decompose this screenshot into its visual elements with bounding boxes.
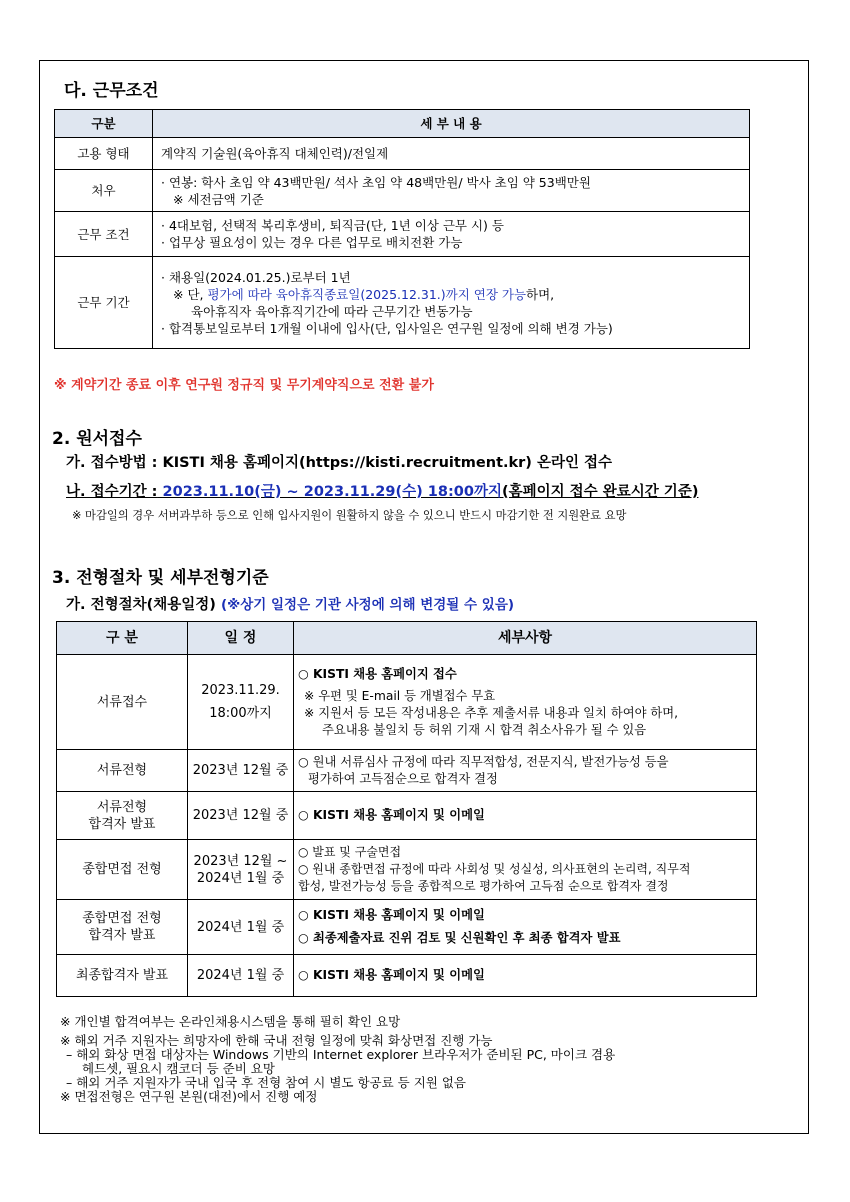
schedule-note: (※상기 일정은 기관 사정에 의해 변경될 수 있음) xyxy=(220,597,515,613)
schedule-table xyxy=(56,621,757,997)
table-row: 고용 형태 계약직 기술원(육아휴직 대체인력)/전일제 xyxy=(55,138,750,170)
work-conditions-table xyxy=(54,109,750,349)
table-row: 서류전형 합격자 발표 2023년 12월 중 ○ KISTI 채용 홈페이지 및 이메일 xyxy=(57,792,757,840)
contract-warning: ※ 계약기간 종료 이후 연구원 정규직 및 무기계약직으로 전환 불가 xyxy=(54,378,434,393)
section-da-title: 다. 근무조건 xyxy=(64,81,159,101)
section-2-title: 2. 원서접수 xyxy=(52,429,142,449)
table-header: 일 정 xyxy=(188,622,294,655)
schedule-subtitle: 가. 전형절차(채용일정) (※상기 일정은 기관 사정에 의해 변경될 수 있음) xyxy=(66,597,515,613)
table-row: 근무 기간 · 채용일(2024.01.25.)로부터 1년 ※ 단, 평가에 따라 육아휴직종료일(2025.12.31.)까지 연장 가능하며, 육아휴직자 육아휴직기간에 따라 근무기간 변동가능 · 합격통보일로부터 1개월 이내에 입사(단, 입사일은 연구원 일정에 의해 변경 가능) xyxy=(55,257,750,349)
table-header: 구 분 xyxy=(57,622,188,655)
table-row: 서류접수 2023.11.29. 18:00까지 ○ KISTI 채용 홈페이지 접수 ※ 우편 및 E-mail 등 개별접수 무효 ※ 지원서 등 모든 작성내용은 추후 제출서류 내용과 일치 하여야 하며, 주요내용 불일치 등 허위 기재 시 합격 취소사유가 될 수 있음 xyxy=(57,655,757,750)
note-overseas: ※ 해외 거주 지원자는 희망자에 한해 국내 전형 일정에 맞춰 화상면접 진행 가능 – 해외 화상 면접 대상자는 Windows 기반의 Internet explorer 브라우저가 준비된 PC, 마이크 겸용 헤드셋, 필요시 캠코더 등 준비 요망 – 해외 거주 지원자가 국내 입국 후 전형 참여 시 별도 항공료 등 지원 없음 ※ 면접전형은 연구원 본원(대전)에서 진행 예정 xyxy=(60,1033,616,1104)
application-method: 가. 접수방법 : KISTI 채용 홈페이지(https://kisti.recruitment.kr) 온라인 접수 xyxy=(66,455,613,471)
table-row: 처우 · 연봉: 학사 초임 약 43백만원/ 석사 초임 약 48백만원/ 박사 초임 약 53백만원 ※ 세전금액 기준 xyxy=(55,170,750,212)
application-period: 나. 접수기간 : 2023.11.10(금) ~ 2023.11.29(수) 18:00까지(홈페이지 접수 완료시간 기준) xyxy=(66,484,699,500)
application-dates: 2023.11.10(금) ~ 2023.11.29(수) 18:00까지 xyxy=(162,484,502,500)
table-row: 최종합격자 발표 2024년 1월 중 ○ KISTI 채용 홈페이지 및 이메일 xyxy=(57,955,757,997)
section-3-title: 3. 전형절차 및 세부전형기준 xyxy=(52,568,269,588)
table-row: 서류전형 2023년 12월 중 ○ 원내 서류심사 규정에 따라 직무적합성, 전문지식, 발전가능성 등을 평가하여 고득점순으로 합격자 결정 xyxy=(57,750,757,792)
deadline-note: ※ 마감일의 경우 서버과부하 등으로 인해 입사지원이 원활하지 않을 수 있으니 반드시 마감기한 전 지원완료 요망 xyxy=(72,509,627,522)
table-row: 종합면접 전형 2023년 12월 ~ 2024년 1월 중 ○ 발표 및 구술면접 ○ 원내 종합면접 규정에 따라 사회성 및 성실성, 의사표현의 논리력, 직무적 합성, 발전가능성 등을 종합적으로 평가하여 고득점 순으로 합격자 결정 xyxy=(57,840,757,900)
note-check-result: ※ 개인별 합격여부는 온라인채용시스템을 통해 필히 확인 요망 xyxy=(60,1014,401,1029)
table-row: 종합면접 전형 합격자 발표 2024년 1월 중 ○ KISTI 채용 홈페이지 및 이메일 ○ 최종제출자료 진위 검토 및 신원확인 후 최종 합격자 발표 xyxy=(57,900,757,955)
table-header: 세부사항 xyxy=(294,622,757,655)
table-header: 세 부 내 용 xyxy=(153,110,750,138)
extension-highlight: 평가에 따라 육아휴직종료일(2025.12.31.)까지 연장 가능 xyxy=(207,286,527,302)
table-header: 구분 xyxy=(55,110,153,138)
table-row: 근무 조건 · 4대보험, 선택적 복리후생비, 퇴직금(단, 1년 이상 근무 시) 등 · 업무상 필요성이 있는 경우 다른 업무로 배치전환 가능 xyxy=(55,212,750,257)
